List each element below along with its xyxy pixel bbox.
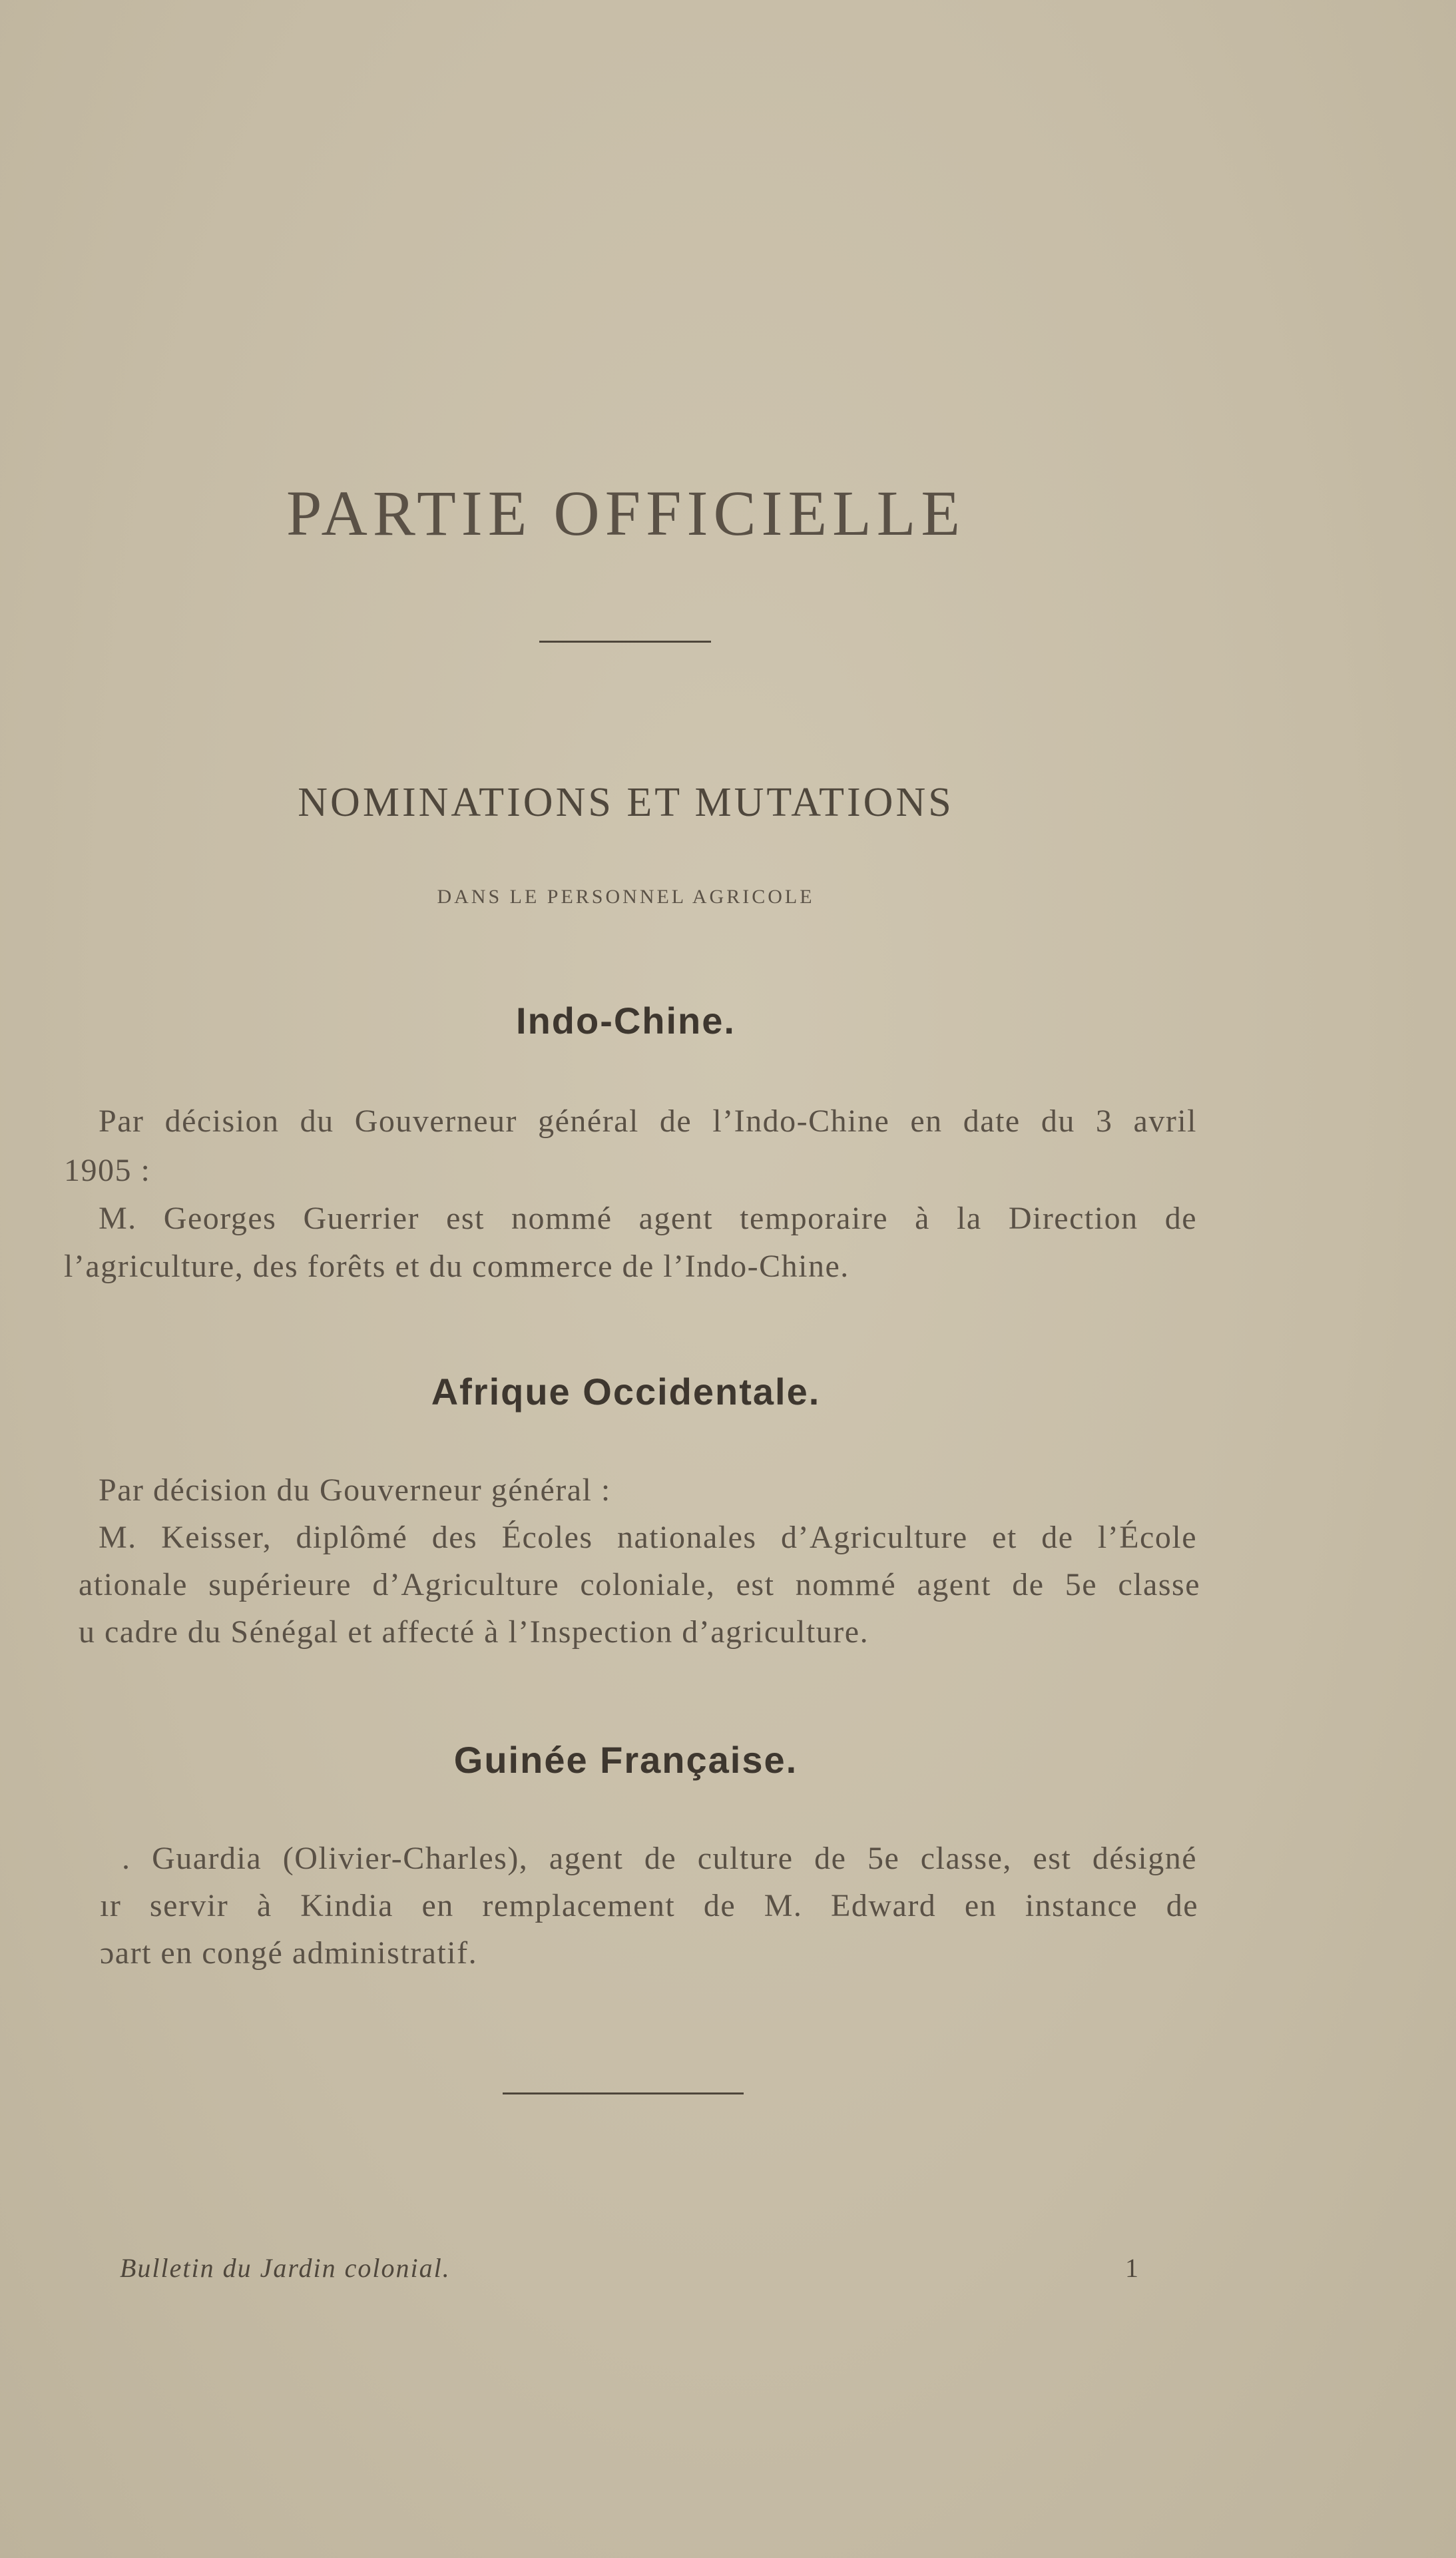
afrique-line: Par décision du Gouverneur général : [99,1472,611,1508]
page-number: 1 [1125,2253,1138,2283]
indochine-line: Par décision du Gouverneur général de l’Indo-Chine en date du 3 avril [99,1104,1197,1139]
footer-journal-title: Bulletin du Jardin colonial. [120,2253,451,2283]
heading-guinee: Guinée Française. [453,1739,798,1781]
guinee-line: ır servir à Kindia en remplacement de M. Edward en instance de [100,1888,1198,1923]
heading-afrique: Afrique Occidentale. [431,1371,821,1413]
afrique-line: M. Keisser, diplômé des Écoles nationales d’Agriculture et de l’École [99,1520,1197,1555]
indochine-line: 1905 : [64,1153,151,1188]
indochine-line: M. Georges Guerrier est nommé agent temporaire à la Direction de [99,1201,1197,1236]
afrique-line: u cadre du Sénégal et affecté à l’Inspection d’agriculture. [79,1614,869,1650]
heading-indochine: Indo-Chine. [516,1000,736,1042]
indochine-line: l’agriculture, des forêts et du commerce de l’Indo-Chine. [64,1249,849,1284]
afrique-line: ationale supérieure d’Agriculture coloniale, est nommé agent de 5e classe [79,1567,1200,1602]
section-subtitle: DANS LE PERSONNEL AGRICOLE [437,886,815,908]
page-title: PARTIE OFFICIELLE [286,478,966,549]
section-title: NOMINATIONS ET MUTATIONS [298,780,954,825]
guinee-line: ɔart en congé administratif. [100,1935,478,1971]
guinee-line: . Guardia (Olivier-Charles), agent de culture de 5e classe, est désigné [122,1841,1197,1876]
title-divider [539,641,711,643]
end-divider [503,2092,744,2094]
